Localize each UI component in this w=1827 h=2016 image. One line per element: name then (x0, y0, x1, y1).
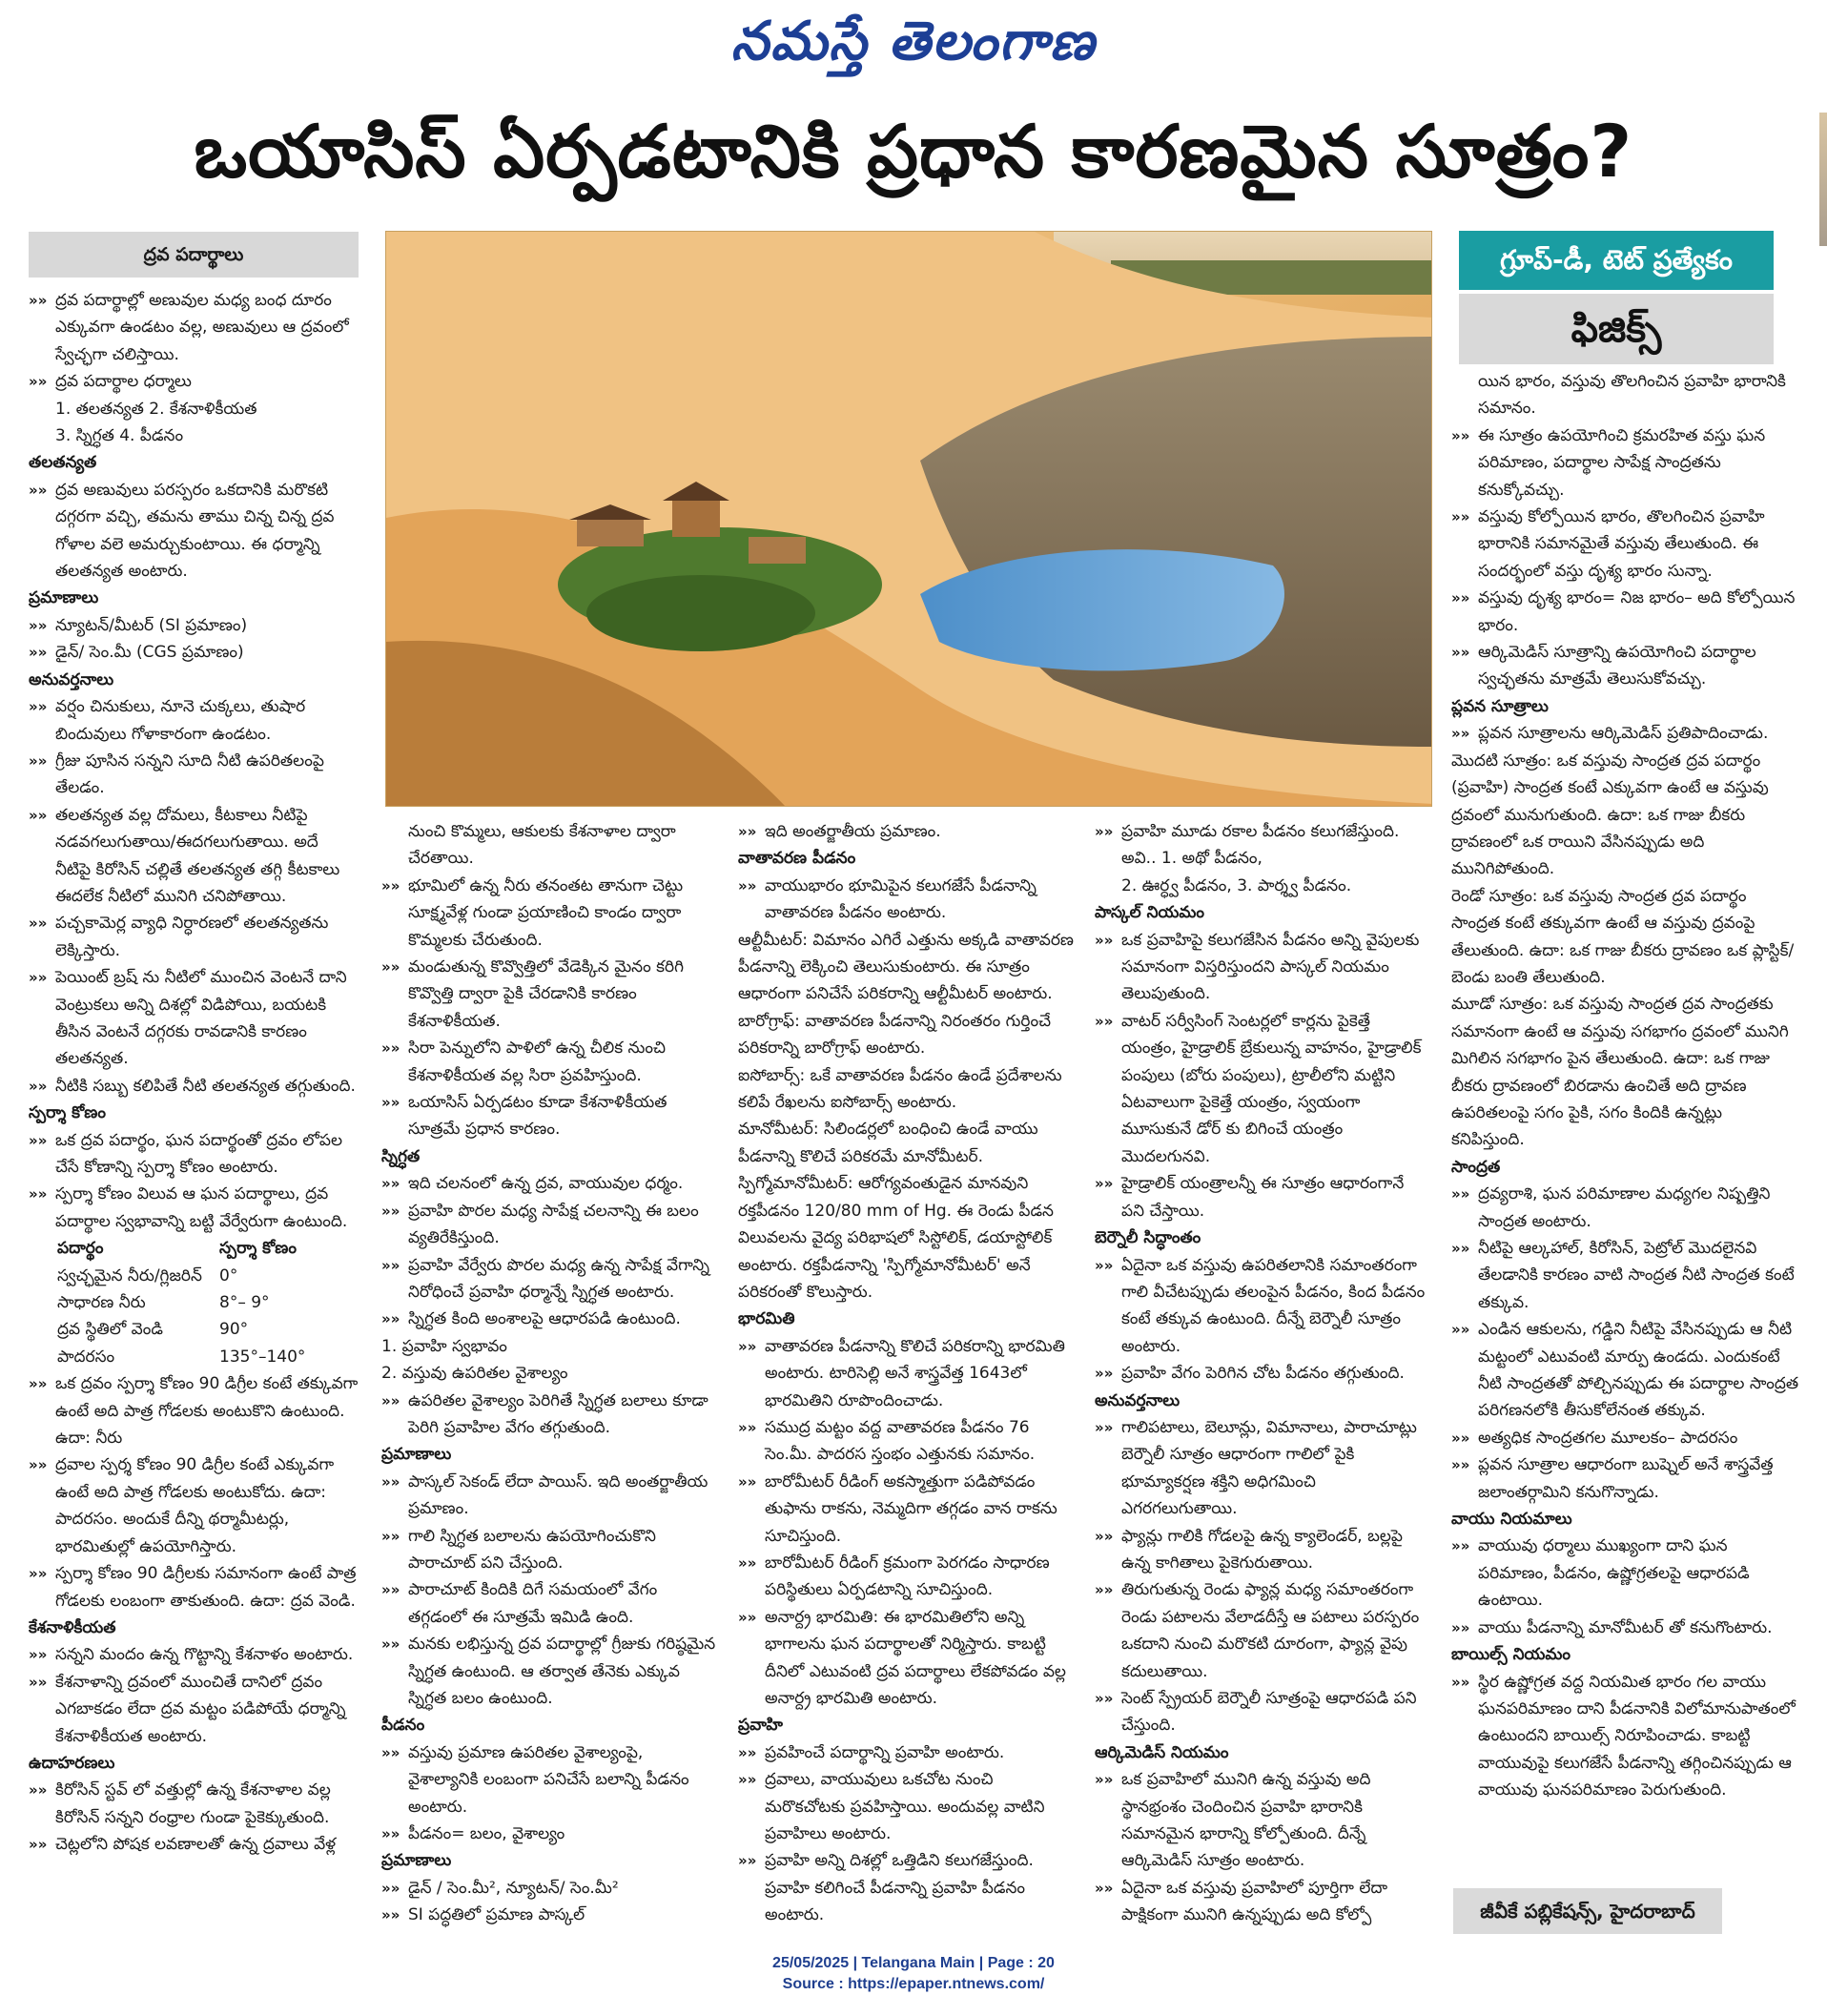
bullet-point: »» ఇది చలనంలో ఉన్న ద్రవ, వాయువుల ధర్మం. (381, 1170, 717, 1197)
bullet-point: »» ప్రవహించే పదార్థాన్ని ప్రవాహి అంటారు. (738, 1739, 1078, 1766)
column-4 (1095, 818, 1430, 1929)
table-row (29, 1316, 359, 1343)
bullet-point: »» సెంట్ స్ప్రేయర్ బెర్నౌలీ సూత్రంపై ఆధారపడి పని చేస్తుంది. (1095, 1685, 1430, 1739)
page-footer (0, 1953, 1827, 1995)
term-definition: రెండో సూత్రం: ఒక వస్తువు సాంద్రత ద్రవ పదార్థం సాంద్రత కంటే తక్కువగా ఉంటే ఆ వస్తువు ద్రవంపై తేలుతుంది. ఉదా: ఒక గాజు బీకరు ద్రావణం ఒక ప్లాస్టిక్/బెండు బంతి తేలుతుంది. (1451, 886, 1795, 987)
bullet-point: »» గ్రీజు పూసిన సన్నని సూది నీటి ఉపరితలంపై తేలడం. (29, 748, 359, 802)
bullet-point: »» తిరుగుతున్న రెండు ఫ్యాన్ల మధ్య సమాంతరంగా రెండు పటాలను వేలాడదీస్తే ఆ పటాలు పరస్పరం ఒకదాని నుంచి మరొకటి దూరంగా, ఫ్యాన్ల వైపు కదులుతాయి. (1095, 1576, 1430, 1685)
source-link[interactable]: Source : https://epaper.ntnews.com/ (782, 1976, 1045, 1992)
bullet-point: »» ద్రవాలు, వాయువులు ఒకచోట నుంచి మరొకచోటకు ప్రవహిస్తాయి. అందువల్ల వాటిని ప్రవాహిలు అంటారు. (738, 1766, 1078, 1847)
subheading: ప్రమాణాలు (29, 588, 99, 608)
subheading: ప్రమాణాలు (381, 1851, 452, 1871)
bullet-point: »» భూమిలో ఉన్న నీరు తనంతట తానుగా చెట్టు సూక్ష్మవేళ్ల గుండా ప్రయాణించి కాండం ద్వారా కొమ్మలకు చేరుతుంది. (381, 873, 717, 954)
publisher-credit: జీవీకే పబ్లికేషన్స్, హైదరాబాద్ (1453, 1888, 1722, 1934)
bullet-point: »» ఏదైనా ఒక వస్తువు ఉపరితలానికి సమాంతరంగా గాలి వీచేటప్పుడు తలంపైన పీడనం, కింద పీడనం కంటే తక్కువ ఉంటుంది. దీన్నే బెర్నౌలీ సూత్రం అంటారు. (1095, 1252, 1430, 1361)
subheading: ప్లవన సూత్రాలు (1451, 696, 1549, 716)
subheading: వాతావరణ పీడనం (738, 849, 856, 869)
bullet-point: »» వాయుభారం భూమిపైన కలుగజేసే పీడనాన్ని వాతావరణ పీడనం అంటారు. (738, 873, 1078, 927)
bullet-point: »» ఆర్కిమెడిస్ సూత్రాన్ని ఉపయోగించి పదార్థాల స్వచ్ఛతను మాత్రమే తెలుసుకోవచ్చు. (1451, 639, 1800, 693)
bullet-point: »» చెట్లలోని పోషక లవణాలతో ఉన్న ద్రవాలు వేళ్ల (29, 1831, 359, 1858)
continued-text: నుంచి కొమ్మలు, ఆకులకు కేశనాళాల ద్వారా చేరతాయి. (408, 822, 676, 869)
bullet-point: »» ఎండిన ఆకులను, గడ్డిని నీటిపై వేసినప్పుడు ఆ నీటి మట్టంలో ఎటువంటి మార్పు ఉండదు. ఎందుకంటే నీటి సాంద్రతతో పోల్చినప్పుడు ఈ పదార్థాల సాంద్రత పరిగణనలోకి తీసుకోలేనంత తక్కువ. (1451, 1316, 1800, 1425)
bullet-point: »» ద్రవ అణువులు పరస్పరం ఒకదానికి మరొకటి దగ్గరగా వచ్చి, తమను తాము చిన్న చిన్న ద్రవ గోళాల వలె అమర్చుకుంటాయి. ఈ ధర్మాన్ని తలతన్యత అంటారు. (29, 477, 359, 586)
bullet-point: »» ప్రవాహి వేగం పెరిగిన చోట పీడనం తగ్గుతుంది. (1095, 1360, 1430, 1387)
subheading: పీడనం (381, 1716, 425, 1736)
bullet-point: »» ఒక ప్రవాహిపై కలుగజేసిన పీడనం అన్ని వైపులకు సమానంగా విస్తరిస్తుందని పాస్కల్ నియమం తెలుపుతుంది. (1095, 927, 1430, 1008)
table-cell: ద్రవ స్థితిలో వెండి (57, 1320, 163, 1340)
oasis-desert-photo (385, 231, 1432, 807)
bullet-point: »» ద్రవ్యరాశి, ఘన పరిమాణాల మధ్యగల నిష్పత్తిని సాంద్రత అంటారు. (1451, 1181, 1800, 1235)
bullet-point: »» వస్తువు ప్రమాణ ఉపరితల వైశాల్యంపై, వైశాల్యానికి లంబంగా పనిచేసే బలాన్ని పీడనం అంటారు. (381, 1739, 717, 1821)
property-list: 3. స్నిగ్ధత 4. పీడనం (55, 426, 184, 446)
subheading: ప్రవాహి (738, 1716, 783, 1736)
bullet-point: »» సిరా పెన్నులోని పాళిలో ఉన్న చీలిక నుంచి కేశనాళికీయత వల్ల సిరా ప్రవహిస్తుంది. (381, 1035, 717, 1089)
bullet-point: »» సన్నని మందం ఉన్న గొట్టాన్ని కేశనాళం అంటారు. (29, 1641, 359, 1668)
bullet-point: »» ద్రవాల స్పర్శ కోణం 90 డిగ్రీల కంటే ఎక్కువగా ఉంటే అది పాత్ర గోడలకు అంటుకోదు. ఉదా: పాదరసం. అందుకే దీన్ని థర్మామీటర్లు, భారమితుల్లో ఉపయోగిస్తారు. (29, 1451, 359, 1560)
bullet-point: »» నీటికి సబ్బు కలిపితే నీటి తలతన్యత తగ్గుతుంది. (29, 1073, 359, 1100)
oasis-illustration (386, 232, 1432, 807)
bullet-point: »» వాయు పీడనాన్ని మానోమీటర్ తో కనుగొంటారు. (1451, 1615, 1800, 1641)
bullet-point: »» ప్లవన సూత్రాల ఆధారంగా బుష్నెల్ అనే శాస్త్రవేత్త జలాంతర్గామిని కనుగొన్నాడు. (1451, 1451, 1800, 1506)
table-cell: స్వచ్ఛమైన నీరు/గ్లిజరిన్ (57, 1265, 202, 1286)
subheading: తలతన్యత (29, 453, 97, 473)
property-list: 1. తలతన్యత 2. కేశనాళికీయత (55, 399, 257, 419)
column-3 (738, 818, 1078, 1929)
bullet-point: »» పాస్కల్ సెకండ్ లేదా పాయిస్. ఇది అంతర్జాతీయ ప్రమాణం. (381, 1469, 717, 1523)
table-cell: 90° (219, 1320, 249, 1340)
term-definition: మొదటి సూత్రం: ఒక వస్తువు సాంద్రత ద్రవ పదార్థం (ప్రవాహి) సాంద్రత కంటే ఎక్కువగా ఉంటే ఆ వస్తువు ద్రవంలో మునుగుతుంది. ఉదా: ఒక గాజు బీకరు ద్రావణంలో ఒక రాయిని వేసినప్పుడు అది మునిగిపోతుంది. (1451, 751, 1769, 879)
term-definition: ఐసోబార్స్: ఒకే వాతావరణ పీడనం ఉండే ప్రదేశాలను కలిపే రేఖలను ఐసోబార్స్ అంటారు. (738, 1065, 1062, 1113)
bullet-point: »» ప్లవన సూత్రాలను ఆర్కిమెడిస్ ప్రతిపాదించాడు. (1451, 720, 1800, 747)
table-header-cell: స్పర్శా కోణం (219, 1239, 297, 1259)
section-heading: ద్రవ పదార్థాలు (29, 232, 359, 278)
term-definition: స్పిగ్మోమానోమీటర్: ఆరోగ్యవంతుడైన మానవుని రక్తపీడనం 120/80 mm of Hg. ఈ రెండు పీడన విలువలను వైద్య పరిభాషలో సిస్టోలిక్, డయాస్టోలిక్ అంటారు. రక్తపీడనాన్ని 'స్పిగ్మోమానోమీటర్' అనే పరికరంతో కొలుస్తారు. (738, 1174, 1054, 1302)
subheading: అనువర్తనాలు (29, 669, 114, 689)
bullet-point: »» తలతన్యత వల్ల దోమలు, కీటకాలు నీటిపై నడవగలుగుతాయి/ఈదగలుగుతాయి. అదే నీటిపై కిరోసిన్ చల్లితే తలతన్యత తగ్గి కీటకాలు ఈదలేక నీటిలో మునిగి చనిపోతాయి. (29, 802, 359, 911)
subheading: బెర్నౌలీ సిద్ధాంతం (1095, 1228, 1201, 1248)
list-line: 2. వస్తువు ఉపరితల వైశాల్యం (381, 1364, 568, 1384)
table-cell: 8°– 9° (219, 1293, 270, 1313)
bullet-point: »» నీటిపై ఆల్కహాల్, కిరోసిన్, పెట్రోల్ మొదలైనవి తేలడానికి కారణం వాటి సాంద్రత నీటి సాంద్రత కంటే తక్కువ. (1451, 1235, 1800, 1316)
subheading: సాంద్రత (1451, 1157, 1501, 1177)
bullet-point: »» డైన్ / సెం.మీ², న్యూటన్/ సెం.మీ² (381, 1875, 717, 1902)
bullet-point: »» పచ్చకామెర్ల వ్యాధి నిర్ధారణలో తలతన్యతను లెక్కిస్తారు. (29, 910, 359, 964)
column-2 (381, 818, 717, 1929)
bullet-point: »» ద్రవ పదార్థాల్లో అణువుల మధ్య బంధ దూరం ఎక్కువగా ఉండటం వల్ల, అణువులు ఆ ద్రవంలో స్వేచ్ఛగా చలిస్తాయి. (29, 287, 359, 368)
subheading: వాయు నియమాలు (1451, 1510, 1572, 1530)
bullet-point: »» SI పద్ధతిలో ప్రమాణ పాస్కల్ (381, 1902, 717, 1928)
subheading: ఉదాహరణలు (29, 1753, 115, 1773)
bullet-point: »» వస్తువు కోల్పోయిన భారం, తొలగించిన ప్రవాహి భారానికి సమానమైతే వస్తువు తేలుతుంది. ఈ సందర్భంలో వస్తు దృశ్య భారం సున్నా. (1451, 504, 1800, 585)
bullet-point: »» వాతావరణ పీడనాన్ని కొలిచే పరికరాన్ని భారమితి అంటారు. టారిసెల్లి అనే శాస్త్రవేత్త 1643లో భారమితిని రూపొందించాడు. (738, 1333, 1078, 1414)
subheading: భారమితి (738, 1309, 795, 1329)
column-1 (29, 232, 359, 1929)
bullet-point: »» అత్యధిక సాంద్రతగల మూలకం– పాదరసం (1451, 1425, 1800, 1451)
term-definition: బారోగ్రాఫ్: వాతావరణ పీడనాన్ని నిరంతరం గుర్తించే పరికరాన్ని బారోగ్రాఫ్ అంటారు. (738, 1011, 1052, 1059)
bullet-point: »» ఏదైనా ఒక వస్తువు ప్రవాహిలో పూర్తిగా లేదా పాక్షికంగా మునిగి ఉన్నప్పుడు అది కోల్పో (1095, 1875, 1430, 1929)
bullet-point: »» స్నిగ్ధత కింది అంశాలపై ఆధారపడి ఉంటుంది. (381, 1306, 717, 1332)
bullet-point: »» ఒక ద్రవం స్పర్శా కోణం 90 డిగ్రీల కంటే తక్కువగా ఉంటే అది పాత్ర గోడలకు అంటుకొని ఉంటుంది. ఉదా: నీరు (29, 1370, 359, 1451)
subheading: స్పర్శా కోణం (29, 1103, 106, 1123)
bullet-point: »» న్యూటన్/మీటర్ (SI ప్రమాణం) (29, 612, 359, 639)
bullet-point: »» ఒక ప్రవాహిలో మునిగి ఉన్న వస్తువు అది స్థానభ్రంశం చెందించిన ప్రవాహి భారానికి సమానమైన భారాన్ని కోల్పోతుంది. దీన్నే ఆర్కిమెడిస్ సూత్రం అంటారు. (1095, 1766, 1430, 1875)
term-definition: ఆల్టీమీటర్: విమానం ఎగిరే ఎత్తును అక్కడి వాతావరణ పీడనాన్ని లెక్కించి తెలుసుకుంటారు. ఈ సూత్రం ఆధారంగా పనిచేసే పరికరాన్ని ఆల్టీమీటర్ అంటారు. (738, 930, 1074, 1004)
subheading: అనువర్తనాలు (1095, 1390, 1180, 1410)
bullet-point: »» స్పర్శా కోణం విలువ ఆ ఘన పదార్థాలు, ద్రవ పదార్థాల స్వభావాన్ని బట్టి వేర్వేరుగా ఉంటుంది. (29, 1181, 359, 1235)
bullet-point: »» సముద్ర మట్టం వద్ద వాతావరణ పీడనం 76 సెం.మీ. పాదరస స్తంభం ఎత్తునకు సమానం. (738, 1414, 1078, 1469)
table-cell: 135°–140° (219, 1347, 306, 1367)
series-label: గ్రూప్-డీ, టెట్ ప్రత్యేకం (1459, 231, 1774, 290)
article-headline: ఒయాసిస్ ఏర్పడటానికి ప్రధాన కారణమైన సూత్రం? (194, 109, 1633, 194)
bullet-point: »» పారాచూట్ కిందికి దిగే సమయంలో వేగం తగ్గడంలో ఈ సూత్రమే ఇమిడి ఉంది. (381, 1576, 717, 1631)
bullet-point: »» వర్షం చినుకులు, నూనె చుక్కలు, తుషార బిందువులు గోళాకారంగా ఉండటం. (29, 693, 359, 748)
adjacent-page-edge (1819, 113, 1827, 246)
bullet-point: »» పెయింట్ బ్రష్ ను నీటిలో ముంచిన వెంటనే దాని వెంట్రుకలు అన్ని దిశల్లో విడిపోయి, బయటకి తీసిన వెంటనే దగ్గరకు రావడానికి కారణం తలతన్యత. (29, 964, 359, 1073)
continued-text: 2. ఊర్ధ్వ పీడనం, 3. పార్శ్వ పీడనం. (1121, 875, 1352, 895)
subheading: బాయిల్స్ నియమం (1451, 1645, 1571, 1665)
bullet-point: »» ఒయాసిస్ ఏర్పడటం కూడా కేశనాళికీయత సూత్రమే ప్రధాన కారణం. (381, 1089, 717, 1143)
bullet-point: »» కేశనాళాన్ని ద్రవంలో ముంచితే దానిలో ద్రవం ఎగబాకడం లేదా ద్రవ మట్టం పడిపోయే ధర్మాన్ని కేశనాళికీయత అంటారు. (29, 1669, 359, 1750)
continued-text: యిన భారం, వస్తువు తొలగించిన ప్రవాహి భారానికి సమానం. (1478, 372, 1786, 419)
bullet-point: »» బారోమీటర్ రీడింగ్ అకస్మాత్తుగా పడిపోవడం తుఫాను రాకను, నెమ్మదిగా తగ్గడం వాన రాకను సూచిస్తుంది. (738, 1469, 1078, 1550)
column-5 (1451, 368, 1800, 1875)
table-row (29, 1344, 359, 1370)
bullet-point: »» ఒక ద్రవ పదార్థం, ఘన పదార్థంతో ద్రవం లోపల చేసే కోణాన్ని స్పర్శా కోణం అంటారు. (29, 1127, 359, 1182)
term-definition: మూడో సూత్రం: ఒక వస్తువు సాంద్రత ద్రవ సాంద్రతకు సమానంగా ఉంటే ఆ వస్తువు సగభాగం ద్రవంలో మునిగి మిగిలిన సగభాగం పైన తేలుతుంది. ఉదా: ఒక గాజు బీకరు ద్రావణంలో బిరడాను ఉంచితే అది ద్రావణ ఉపరితలంపై సగం పైకి, సగం కిందికి ఉన్నట్లు కనిపిస్తుంది. (1451, 995, 1789, 1150)
bullet-point: »» మనకు లభిస్తున్న ద్రవ పదార్థాల్లో గ్రీజుకు గరిష్ఠమైన స్నిగ్ధత ఉంటుంది. ఆ తర్వాత తేనెకు ఎక్కువ స్నిగ్ధత బలం ఉంటుంది. (381, 1631, 717, 1712)
bullet-point: »» ఈ సూత్రం ఉపయోగించి క్రమరహిత వస్తు ఘన పరిమాణం, పదార్థాల సాపేక్ష సాంద్రతను కనుక్కోవచ్చు. (1451, 422, 1800, 504)
table-cell: సాధారణ నీరు (57, 1293, 146, 1313)
bullet-point: »» ప్రవాహి మూడు రకాల పీడనం కలుగజేస్తుంది. అవి.. 1. అథో పీడనం, (1095, 818, 1430, 873)
bullet-point: »» డైన్/ సెం.మీ (CGS ప్రమాణం) (29, 639, 359, 666)
bullet-point: »» ఇది అంతర్జాతీయ ప్రమాణం. (738, 818, 1078, 845)
subject-label: ఫిజిక్స్ (1459, 294, 1774, 364)
bullet-point: »» వస్తువు దృశ్య భారం= నిజ భారం– అది కోల్పోయిన భారం. (1451, 585, 1800, 639)
term-definition: మానోమీటర్: సిలిండర్లలో బంధించి ఉండే వాయు పీడనాన్ని కొలిచే పరికరమే మానోమీటర్. (738, 1120, 1038, 1166)
table-row (29, 1263, 359, 1289)
table-cell: 0° (219, 1265, 238, 1286)
bullet-point: »» ద్రవ పదార్థాల ధర్మాలు (29, 368, 359, 395)
bullet-point: »» ప్రవాహి పొరల మధ్య సాపేక్ష చలనాన్ని ఈ బలం వ్యతిరేకిస్తుంది. (381, 1198, 717, 1252)
bullet-point: »» గాలిపటాలు, బెలూన్లు, విమానాలు, పారాచూట్లు బెర్నౌలీ సూత్రం ఆధారంగా గాలిలో పైకి భూమ్యాకర్షణ శక్తిని అధిగమించి ఎగరగలుగుతాయి. (1095, 1414, 1430, 1523)
subheading: ఆర్కిమెడిస్ నియమం (1095, 1742, 1229, 1762)
bullet-point: »» వాయువు ధర్మాలు ముఖ్యంగా దాని ఘన పరిమాణం, పీడనం, ఉష్ణోగ్రతలపై ఆధారపడి ఉంటాయి. (1451, 1533, 1800, 1614)
bullet-point: »» హైడ్రాలిక్ యంత్రాలన్నీ ఈ సూత్రం ఆధారంగానే పని చేస్తాయి. (1095, 1170, 1430, 1224)
table-cell: పాదరసం (57, 1347, 115, 1367)
series-badge (1459, 231, 1774, 364)
subheading: స్నిగ్ధత (381, 1146, 421, 1166)
bullet-point: »» ప్రవాహి అన్ని దిశల్లో ఒత్తిడిని కలుగజేస్తుంది. ప్రవాహి కలిగించే పీడనాన్ని ప్రవాహి పీడనం అంటారు. (738, 1847, 1078, 1928)
subheading: కేశనాళికీయత (29, 1617, 116, 1637)
subheading: పాస్కల్ నియమం (1095, 903, 1205, 923)
contact-angle-table-header (29, 1235, 359, 1262)
bullet-point: »» స్థిర ఉష్ణోగ్రత వద్ద నియమిత భారం గల వాయు ఘనపరిమాణం దాని పీడనానికి విలోమానుపాతంలో ఉంటుందని బాయిల్స్ నిరూపించాడు. కాబట్టి వాయువుపై కలుగజేసే పీడనాన్ని తగ్గించినప్పుడు ఆ వాయువు ఘనపరిమాణం పెరుగుతుంది. (1451, 1669, 1800, 1804)
bullet-point: »» బారోమీటర్ రీడింగ్ క్రమంగా పెరగడం సాధారణ పరిస్థితులు ఏర్పడటాన్ని సూచిస్తుంది. (738, 1550, 1078, 1604)
bullet-point: »» వాటర్ సర్వీసింగ్ సెంటర్లలో కార్లను పైకెత్తే యంత్రం, హైడ్రాలిక్ బ్రేకులున్న వాహనం, హైడ్రాలిక్ పంపులు (బోరు పంపులు), ట్రాలీలోని మట్టిని ఏటవాలుగా పైకెత్తే యంత్రం, స్వయంగా మూసుకునే డోర్ కు బిగించే యంత్రం మొదలగునవి. (1095, 1008, 1430, 1170)
bullet-point: »» అనార్ద్ర భారమితి: ఈ భారమితిలోని అన్ని భాగాలను ఘన పదార్థాలతో నిర్మిస్తారు. కాబట్టి దీనిలో ఎటువంటి ద్రవ పదార్థాలు లేకపోవడం వల్ల అనార్ద్ర భారమితి అంటారు. (738, 1604, 1078, 1713)
bullet-point: »» ఫ్యాన్లు గాలికి గోడలపై ఉన్న క్యాలెండర్, బల్లపై ఉన్న కాగితాలు పైకెగురుతాయి. (1095, 1523, 1430, 1577)
bullet-point: »» స్పర్శా కోణం 90 డిగ్రీలకు సమానంగా ఉంటే పాత్ర గోడలకు లంబంగా తాకుతుంది. ఉదా: ద్రవ వెండి. (29, 1560, 359, 1615)
subheading: ప్రమాణాలు (381, 1445, 452, 1465)
bullet-point: »» గాలి స్నిగ్ధత బలాలను ఉపయోగించుకొని పారాచూట్ పని చేస్తుంది. (381, 1523, 717, 1577)
bullet-point: »» పీడనం= బలం, వైశాల్యం (381, 1821, 717, 1847)
bullet-point: »» మండుతున్న కొవ్వొత్తిలో వేడెక్కిన మైనం కరిగి కొవ్వొత్తి ద్వారా పైకి చేరడానికి కారణం కేశనాళికీయత. (381, 954, 717, 1035)
table-header-cell: పదార్థం (57, 1239, 104, 1259)
table-row (29, 1289, 359, 1316)
bullet-point: »» కిరోసిన్ స్టవ్ లో వత్తుల్లో ఉన్న కేశనాళాల వల్ల కిరోసిన్ సన్నని రంధ్రాల గుండా పైకెక్కుతుంది. (29, 1777, 359, 1831)
bullet-point: »» ప్రవాహి వేర్వేరు పొరల మధ్య ఉన్న సాపేక్ష వేగాన్ని నిరోధించే ప్రవాహి ధర్మాన్నే స్నిగ్ధత అంటారు. (381, 1252, 717, 1306)
newspaper-masthead: నమస్తే తెలంగాణ (730, 10, 1097, 72)
edition-info: 25/05/2025 | Telangana Main | Page : 20 (772, 1955, 1055, 1971)
bullet-point: »» ఉపరితల వైశాల్యం పెరిగితే స్నిగ్ధత బలాలు కూడా పెరిగి ప్రవాహిల వేగం తగ్గుతుంది. (381, 1388, 717, 1442)
list-line: 1. ప్రవాహి స్వభావం (381, 1336, 507, 1356)
